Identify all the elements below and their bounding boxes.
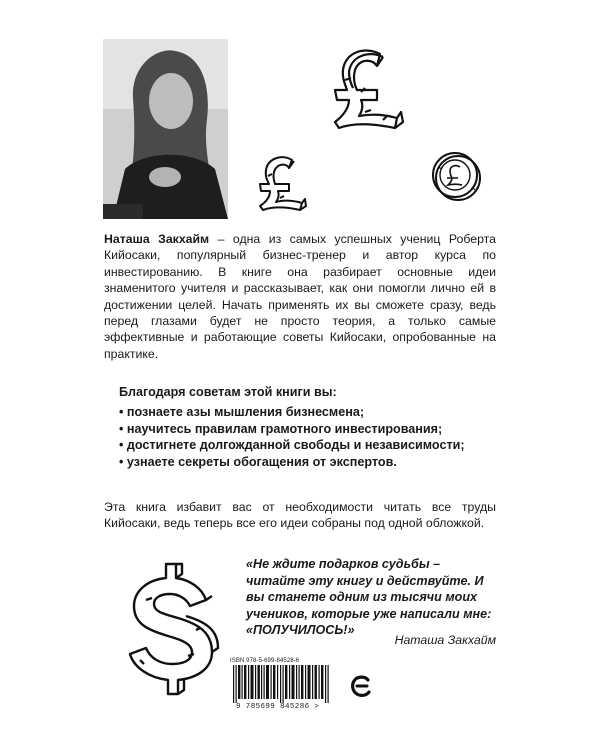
benefits-list: [119, 404, 489, 470]
list-item: • познаете азы мышления бизнесмена;: [119, 405, 365, 419]
list-item: • научитесь правилам грамотного инвестирования;: [119, 421, 443, 436]
list-item: • достигнете долгожданной свободы и независимости;: [119, 438, 465, 453]
pound-sign-doodle: [325, 42, 415, 132]
author-photo: [103, 39, 228, 219]
intro-paragraph: [104, 231, 496, 362]
barcode: [229, 665, 339, 703]
pound-sign-doodle-small: [252, 150, 314, 212]
isbn-text: ISBN 978-5-699-84528-6: [230, 658, 300, 664]
list-item: • узнаете секреты обогащения от экспертов.: [119, 454, 397, 469]
outro-paragraph: Эта книга избавит вас от необходимости читать все труды Кийосаки, ведь теперь все его идеи собраны под одной обложкой.: [104, 500, 496, 531]
barcode-digits: 9 785699 845286 >: [236, 703, 320, 711]
eksmo-logo: [349, 674, 373, 698]
quote-author: Наташа Закхайм: [394, 633, 496, 647]
dollar-sign-doodle: [116, 560, 226, 700]
intro-text: – одна из самых успешных учениц Роберта Кийосаки, популярный бизнес-тренер и автор курса по инвестированию. В книге она разбирает основные идеи знаменитого учителя и рассказывает, как они помогли лично ей в достижении целей. Начать применять их вы сможете сразу, ведь перед глазами будет не просто теория, а только самые эффективные и работающие советы Кийосаки, опробованные на практике.: [104, 232, 496, 361]
benefits-title: Благодаря советам этой книги вы:: [119, 385, 337, 399]
pound-coin-doodle: [428, 147, 486, 205]
quote-text: «Не ждите подарков судьбы – читайте эту книгу и действуйте. И вы станете одним из тысячи моих учеников, которые уже написали мне: «ПОЛУЧИЛОСЬ!»: [246, 557, 492, 638]
author-name: Наташа Закхайм: [104, 232, 210, 246]
